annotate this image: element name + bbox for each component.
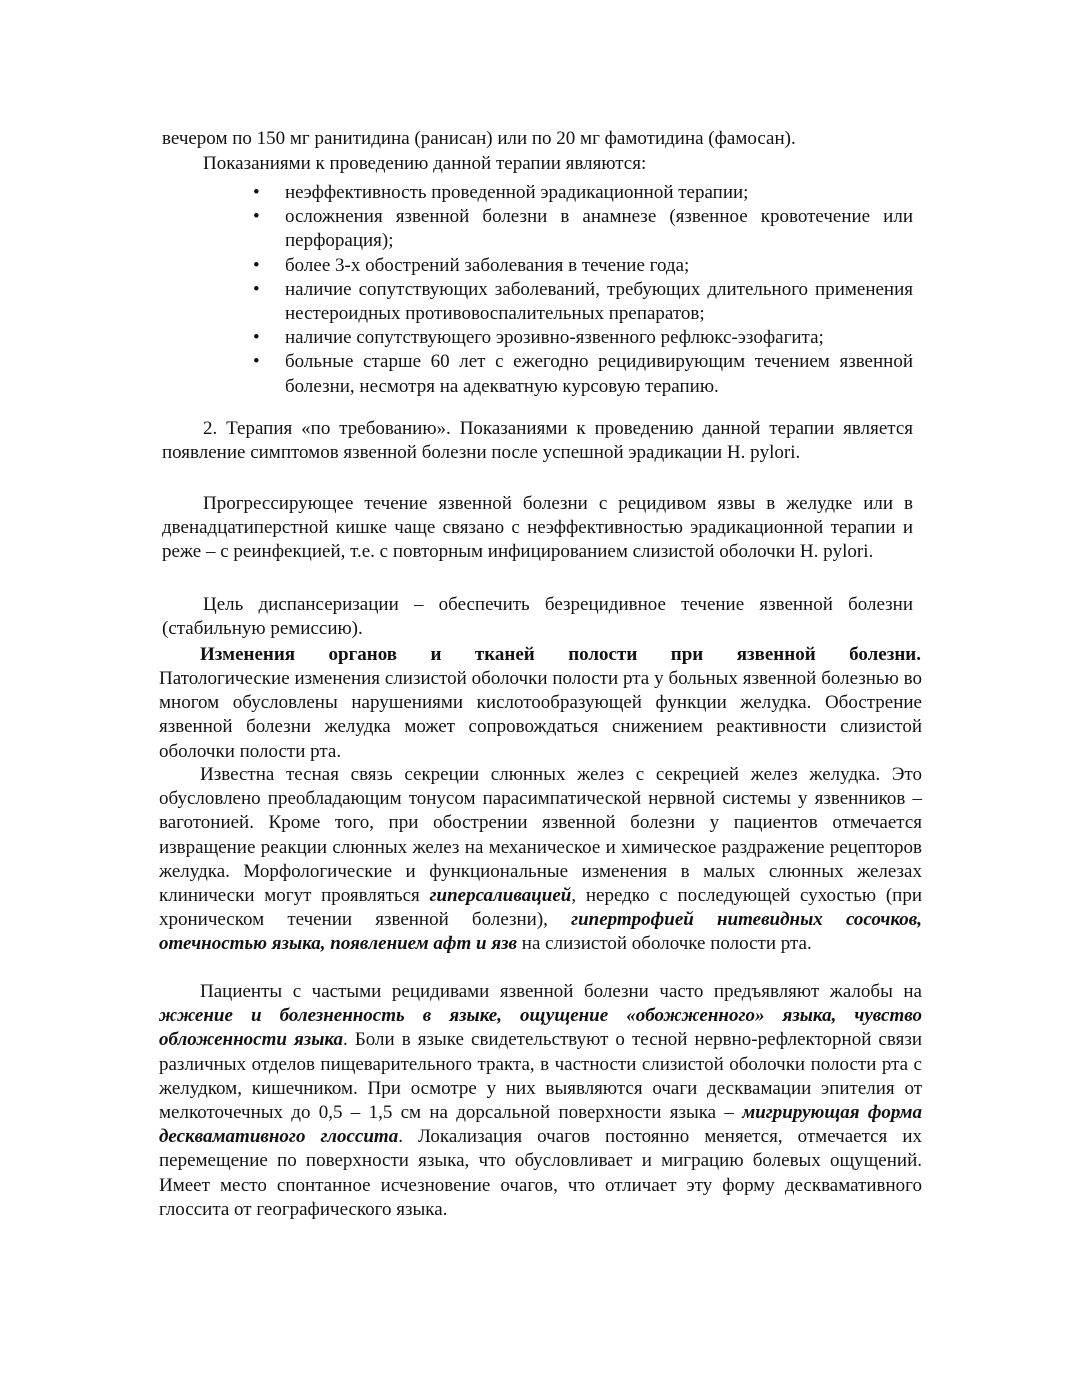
complaints-emphasis-1: жжение и болезненность в языке, ощущение «обожженного» языка, чувство обложенности языка	[159, 1005, 922, 1051]
complaints-paragraph	[159, 980, 922, 1222]
dispensary-goal-paragraph: Цель диспансеризации – обеспечить безрецидивное течение язвенной болезни (стабильную ремиссию).	[162, 594, 913, 640]
bullet-icon: •	[253, 351, 260, 373]
complaints-text-3: . Локализация очагов постоянно меняется, отмечается их перемещение по поверхности языка, что обусловливает и миграцию болевых ощущений. Имеет место спонтанное исчезновение очагов, что отличает эту форму десквамативного глоссита от географического языка.	[159, 1126, 922, 1220]
list-item	[250, 278, 913, 326]
salivary-text-3: на слизистой оболочке полости рта.	[517, 933, 812, 955]
list-item	[250, 181, 913, 205]
list-item-text: неэффективность проведенной эрадикационной терапии;	[285, 182, 749, 203]
pathology-paragraph: Патологические изменения слизистой оболочки полости рта у больных язвенной болезнью во многом обусловлены нарушениями кислотообразующей функции желудка. Обострение язвенной болезни желудка может сопровождаться снижением реактивности слизистой оболочки полости рта.	[159, 668, 922, 762]
complaints-emphasis-2: мигрирующая форма десквамативного глоссита	[159, 1102, 922, 1148]
bullet-icon: •	[253, 206, 260, 228]
list-item	[250, 326, 913, 350]
list-item	[250, 350, 913, 398]
bullet-icon: •	[253, 254, 260, 276]
salivary-paragraph	[159, 763, 922, 957]
list-item	[250, 254, 913, 278]
bullet-icon: •	[253, 327, 260, 349]
salivary-emphasis-1: гиперсаливацией	[429, 885, 572, 907]
progressive-course-paragraph: Прогрессирующее течение язвенной болезни с рецидивом язвы в желудке или в двенадцатиперстной кишке чаще связано с неэффективностью эрадикационной терапии и реже – с реинфекцией, т.е. с повторным инфицированием слизистой оболочки H. pylori.	[162, 493, 913, 563]
list-item-text: наличие сопутствующих заболеваний, требующих длительного применения нестероидных противовоспалительных препаратов;	[285, 278, 913, 325]
indications-list	[250, 181, 913, 399]
salivary-text-2: , нередко с последующей сухостью (при хроническом течении язвенной болезни),	[159, 885, 922, 931]
complaints-text-2: . Боли в языке свидетельствуют о тесной нервно-рефлекторной связи различных отделов пищеварительного тракта, в частности слизистой оболочки полости рта с желудком, кишечником. При осмотре у них выявляются очаги десквамации эпителия от мелкоточечных до 0,5 – 1,5 см на дорсальной поверхности языка –	[159, 1029, 922, 1124]
complaints-text-1: Пациенты с частыми рецидивами язвенной болезни часто предъявляют жалобы на	[200, 981, 922, 1002]
salivary-emphasis-2: гипертрофией нитевидных сосочков, отечностью языка, появлением афт и язв	[159, 909, 922, 955]
bullet-icon: •	[253, 182, 260, 203]
list-item-text: больные старше 60 лет с ежегодно рецидивирующим течением язвенной болезни, несмотря на адекватную курсовую терапию.	[285, 351, 913, 397]
salivary-text-1: Известна тесная связь секреции слюнных желез с секрецией желез желудка. Это обусловлено преобладающим тонусом парасимпатической нервной системы у язвенников – ваготонией. Кроме того, при обострении язвенной болезни у пациентов отмечается извращение реакции слюнных желез на механическое и химическое раздражение рецепторов желудка. Морфологические и функциональные изменения в малых слюнных железах клинически могут проявляться	[159, 764, 922, 907]
list-item	[250, 205, 913, 253]
list-item-text: наличие сопутствующего эрозивно-язвенного рефлюкс-эзофагита;	[285, 327, 824, 349]
section-heading: Изменения органов и тканей полости при язвенной болезни.	[200, 644, 921, 665]
therapy-on-demand-paragraph: 2. Терапия «по требованию». Показаниями к проведению данной терапии является появление симптомов язвенной болезни после успешной эрадикации H. pylori.	[162, 418, 913, 464]
list-item-text: более 3-х обострений заболевания в течение года;	[285, 254, 690, 276]
text-line-top: вечером по 150 мг ранитидина (ранисан) или по 20 мг фамотидина (фамосан).	[162, 128, 796, 149]
list-item-text: осложнения язвенной болезни в анамнезе (язвенное кровотечение или перфорация);	[285, 206, 913, 252]
bullet-icon: •	[253, 278, 260, 300]
indications-intro: Показаниями к проведению данной терапии являются:	[203, 153, 647, 174]
